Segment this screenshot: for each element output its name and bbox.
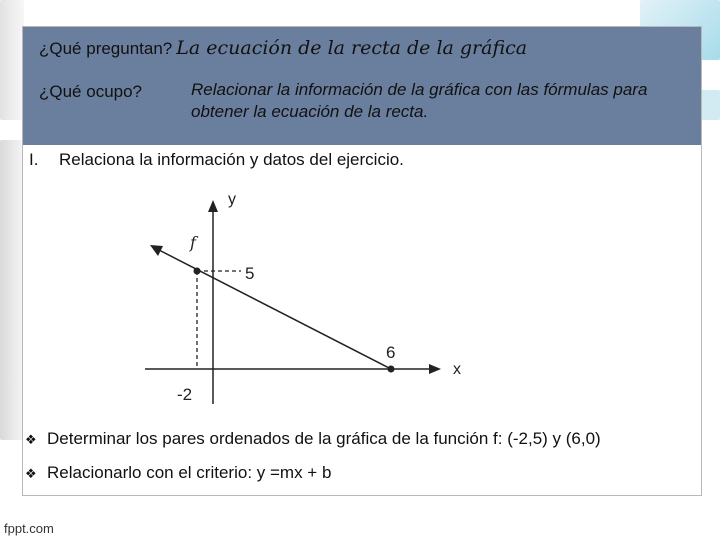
x-value-label: 6 — [386, 343, 396, 362]
y-value-label: 5 — [245, 264, 255, 283]
deco-cube — [0, 140, 22, 440]
footer-brand: fppt.com — [4, 521, 54, 536]
y-axis-arrow — [208, 200, 218, 212]
point-b — [388, 366, 395, 373]
question2-label: ¿Qué ocupo? — [39, 82, 143, 101]
question1-label: ¿Qué preguntan? — [39, 39, 173, 58]
neg-x-label: -2 — [177, 385, 193, 404]
x-axis-arrow — [429, 364, 441, 374]
deco-cube — [0, 0, 24, 120]
y-axis-label: y — [228, 191, 236, 208]
graph-svg — [101, 174, 465, 410]
function-label: f — [190, 233, 196, 252]
question2-answer: Relacionar la información de la gráfica con las fórmulas para obtener la ecuación de la recta. — [191, 80, 648, 121]
bullet-item-2 — [25, 463, 331, 483]
function-line — [159, 250, 391, 369]
line-graph — [101, 174, 465, 410]
x-axis-label: x — [453, 361, 461, 378]
bullet-text-1: Determinar los pares ordenados de la gráfica de la función f: (-2,5) y (6,0) — [47, 429, 601, 448]
header-band — [23, 27, 701, 145]
diamond-bullet-icon: ❖ — [25, 466, 37, 481]
point-a — [194, 268, 201, 275]
bullet-text-2: Relacionarlo con el criterio: y =mx + b — [47, 463, 332, 482]
question1-answer: La ecuación de la recta de la gráfica — [176, 37, 528, 59]
bullet-item-1 — [25, 429, 601, 449]
section-heading — [29, 150, 404, 170]
section-number: I. — [29, 150, 39, 169]
diamond-bullet-icon: ❖ — [25, 432, 37, 447]
question-what-asked — [39, 37, 527, 59]
content-panel — [22, 26, 702, 496]
section-text: Relaciona la información y datos del ejercicio. — [59, 150, 404, 169]
